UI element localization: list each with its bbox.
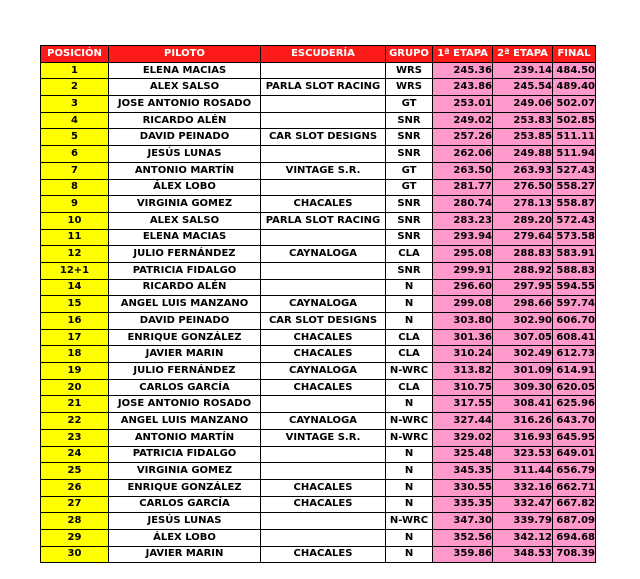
position-cell: 23 bbox=[41, 429, 109, 446]
stage1-cell: 280.74 bbox=[433, 196, 493, 213]
position-cell: 15 bbox=[41, 296, 109, 313]
table-row bbox=[41, 62, 596, 79]
team-cell: CAYNALOGA bbox=[261, 413, 386, 430]
group-cell: CLA bbox=[386, 379, 433, 396]
stage2-cell: 348.53 bbox=[493, 546, 553, 563]
pilot-cell: JULIO FERNÁNDEZ bbox=[109, 363, 261, 380]
position-cell: 29 bbox=[41, 529, 109, 546]
final-cell: 645.95 bbox=[553, 429, 596, 446]
table-row bbox=[41, 112, 596, 129]
stage2-cell: 279.64 bbox=[493, 229, 553, 246]
table-row bbox=[41, 212, 596, 229]
team-cell: CHACALES bbox=[261, 196, 386, 213]
team-cell bbox=[261, 513, 386, 530]
position-cell: 12+1 bbox=[41, 262, 109, 279]
pilot-cell: ELENA MACIAS bbox=[109, 62, 261, 79]
position-cell: 5 bbox=[41, 129, 109, 146]
team-cell bbox=[261, 262, 386, 279]
position-cell: 22 bbox=[41, 413, 109, 430]
group-cell: N-WRC bbox=[386, 363, 433, 380]
final-cell: 662.71 bbox=[553, 479, 596, 496]
position-cell: 10 bbox=[41, 212, 109, 229]
final-cell: 511.11 bbox=[553, 129, 596, 146]
final-cell: 687.09 bbox=[553, 513, 596, 530]
stage1-cell: 352.56 bbox=[433, 529, 493, 546]
team-cell bbox=[261, 179, 386, 196]
stage2-cell: 302.90 bbox=[493, 313, 553, 330]
group-cell: SNR bbox=[386, 196, 433, 213]
table-row bbox=[41, 479, 596, 496]
table-row bbox=[41, 79, 596, 96]
pilot-cell: VIRGINIA GOMEZ bbox=[109, 196, 261, 213]
group-cell: SNR bbox=[386, 129, 433, 146]
stage1-cell: 303.80 bbox=[433, 313, 493, 330]
pilot-cell: JOSE ANTONIO ROSADO bbox=[109, 96, 261, 113]
final-cell: 572.43 bbox=[553, 212, 596, 229]
stage1-cell: 281.77 bbox=[433, 179, 493, 196]
final-cell: 594.55 bbox=[553, 279, 596, 296]
stage1-cell: 257.26 bbox=[433, 129, 493, 146]
pilot-cell: PATRICIA FIDALGO bbox=[109, 262, 261, 279]
stage2-cell: 288.92 bbox=[493, 262, 553, 279]
table-row bbox=[41, 429, 596, 446]
position-cell: 14 bbox=[41, 279, 109, 296]
table-row bbox=[41, 446, 596, 463]
pilot-cell: JESÚS LUNAS bbox=[109, 146, 261, 163]
stage2-cell: 323.53 bbox=[493, 446, 553, 463]
stage2-cell: 309.30 bbox=[493, 379, 553, 396]
position-cell: 12 bbox=[41, 246, 109, 263]
position-cell: 1 bbox=[41, 62, 109, 79]
team-cell bbox=[261, 529, 386, 546]
team-cell: CAYNALOGA bbox=[261, 246, 386, 263]
pilot-cell: ENRIQUE GONZÁLEZ bbox=[109, 329, 261, 346]
final-cell: 558.87 bbox=[553, 196, 596, 213]
final-cell: 558.27 bbox=[553, 179, 596, 196]
team-cell: CAR SLOT DESIGNS bbox=[261, 313, 386, 330]
team-cell: CAR SLOT DESIGNS bbox=[261, 129, 386, 146]
stage1-cell: 243.86 bbox=[433, 79, 493, 96]
pilot-cell: ALEX SALSO bbox=[109, 212, 261, 229]
header-final: FINAL bbox=[553, 46, 596, 63]
position-cell: 11 bbox=[41, 229, 109, 246]
stage2-cell: 307.05 bbox=[493, 329, 553, 346]
group-cell: SNR bbox=[386, 229, 433, 246]
final-cell: 620.05 bbox=[553, 379, 596, 396]
final-cell: 606.70 bbox=[553, 313, 596, 330]
team-cell bbox=[261, 279, 386, 296]
pilot-cell: ANTONIO MARTÍN bbox=[109, 429, 261, 446]
group-cell: N bbox=[386, 446, 433, 463]
table-row bbox=[41, 96, 596, 113]
team-cell: CHACALES bbox=[261, 496, 386, 513]
stage2-cell: 311.44 bbox=[493, 463, 553, 480]
stage1-cell: 347.30 bbox=[433, 513, 493, 530]
stage1-cell: 313.82 bbox=[433, 363, 493, 380]
team-cell bbox=[261, 463, 386, 480]
stage2-cell: 302.49 bbox=[493, 346, 553, 363]
group-cell: N bbox=[386, 396, 433, 413]
position-cell: 6 bbox=[41, 146, 109, 163]
stage1-cell: 327.44 bbox=[433, 413, 493, 430]
final-cell: 614.91 bbox=[553, 363, 596, 380]
team-cell: CHACALES bbox=[261, 546, 386, 563]
stage1-cell: 317.55 bbox=[433, 396, 493, 413]
final-cell: 511.94 bbox=[553, 146, 596, 163]
stage2-cell: 316.26 bbox=[493, 413, 553, 430]
final-cell: 484.50 bbox=[553, 62, 596, 79]
stage1-cell: 310.75 bbox=[433, 379, 493, 396]
pilot-cell: VIRGINIA GOMEZ bbox=[109, 463, 261, 480]
position-cell: 9 bbox=[41, 196, 109, 213]
table-row bbox=[41, 463, 596, 480]
stage2-cell: 278.13 bbox=[493, 196, 553, 213]
group-cell: SNR bbox=[386, 146, 433, 163]
table-row bbox=[41, 413, 596, 430]
pilot-cell: DAVID PEINADO bbox=[109, 129, 261, 146]
team-cell: CHACALES bbox=[261, 379, 386, 396]
stage2-cell: 263.93 bbox=[493, 162, 553, 179]
stage1-cell: 310.24 bbox=[433, 346, 493, 363]
position-cell: 18 bbox=[41, 346, 109, 363]
pilot-cell: JESÚS LUNAS bbox=[109, 513, 261, 530]
table-row bbox=[41, 313, 596, 330]
table-row bbox=[41, 513, 596, 530]
group-cell: WRS bbox=[386, 62, 433, 79]
position-cell: 24 bbox=[41, 446, 109, 463]
table-row bbox=[41, 246, 596, 263]
stage1-cell: 329.02 bbox=[433, 429, 493, 446]
final-cell: 694.68 bbox=[553, 529, 596, 546]
stage1-cell: 283.23 bbox=[433, 212, 493, 229]
header-posicion: POSICIÓN bbox=[41, 46, 109, 63]
final-cell: 573.58 bbox=[553, 229, 596, 246]
final-cell: 489.40 bbox=[553, 79, 596, 96]
pilot-cell: JULIO FERNÁNDEZ bbox=[109, 246, 261, 263]
results-table bbox=[40, 45, 596, 563]
group-cell: GT bbox=[386, 96, 433, 113]
position-cell: 8 bbox=[41, 179, 109, 196]
stage1-cell: 335.35 bbox=[433, 496, 493, 513]
stage2-cell: 253.85 bbox=[493, 129, 553, 146]
final-cell: 612.73 bbox=[553, 346, 596, 363]
position-cell: 28 bbox=[41, 513, 109, 530]
pilot-cell: JAVIER MARIN bbox=[109, 546, 261, 563]
stage2-cell: 239.14 bbox=[493, 62, 553, 79]
team-cell: VINTAGE S.R. bbox=[261, 429, 386, 446]
group-cell: CLA bbox=[386, 346, 433, 363]
group-cell: GT bbox=[386, 179, 433, 196]
pilot-cell: PATRICIA FIDALGO bbox=[109, 446, 261, 463]
pilot-cell: JAVIER MARIN bbox=[109, 346, 261, 363]
final-cell: 608.41 bbox=[553, 329, 596, 346]
pilot-cell: ENRIQUE GONZÁLEZ bbox=[109, 479, 261, 496]
team-cell bbox=[261, 112, 386, 129]
final-cell: 708.39 bbox=[553, 546, 596, 563]
stage2-cell: 297.95 bbox=[493, 279, 553, 296]
group-cell: WRS bbox=[386, 79, 433, 96]
pilot-cell: ANGEL LUIS MANZANO bbox=[109, 413, 261, 430]
group-cell: N bbox=[386, 279, 433, 296]
pilot-cell: CARLOS GARCÍA bbox=[109, 379, 261, 396]
table-row bbox=[41, 196, 596, 213]
team-cell: VINTAGE S.R. bbox=[261, 162, 386, 179]
pilot-cell: RICARDO ALÉN bbox=[109, 112, 261, 129]
stage1-cell: 345.35 bbox=[433, 463, 493, 480]
stage1-cell: 293.94 bbox=[433, 229, 493, 246]
table-row bbox=[41, 496, 596, 513]
group-cell: GT bbox=[386, 162, 433, 179]
position-cell: 26 bbox=[41, 479, 109, 496]
table-row bbox=[41, 296, 596, 313]
team-cell: CHACALES bbox=[261, 329, 386, 346]
final-cell: 656.79 bbox=[553, 463, 596, 480]
position-cell: 21 bbox=[41, 396, 109, 413]
table-header bbox=[41, 46, 596, 63]
final-cell: 649.01 bbox=[553, 446, 596, 463]
group-cell: N bbox=[386, 463, 433, 480]
stage2-cell: 276.50 bbox=[493, 179, 553, 196]
team-cell bbox=[261, 229, 386, 246]
header-etapa-1: 1ª ETAPA bbox=[433, 46, 493, 63]
team-cell bbox=[261, 146, 386, 163]
final-cell: 502.85 bbox=[553, 112, 596, 129]
group-cell: CLA bbox=[386, 246, 433, 263]
position-cell: 25 bbox=[41, 463, 109, 480]
stage1-cell: 359.86 bbox=[433, 546, 493, 563]
team-cell bbox=[261, 62, 386, 79]
stage2-cell: 289.20 bbox=[493, 212, 553, 229]
stage1-cell: 245.36 bbox=[433, 62, 493, 79]
position-cell: 27 bbox=[41, 496, 109, 513]
pilot-cell: ANGEL LUIS MANZANO bbox=[109, 296, 261, 313]
team-cell bbox=[261, 396, 386, 413]
table-row bbox=[41, 229, 596, 246]
pilot-cell: JOSE ANTONIO ROSADO bbox=[109, 396, 261, 413]
stage1-cell: 295.08 bbox=[433, 246, 493, 263]
group-cell: SNR bbox=[386, 262, 433, 279]
position-cell: 17 bbox=[41, 329, 109, 346]
pilot-cell: DAVID PEINADO bbox=[109, 313, 261, 330]
table-row bbox=[41, 379, 596, 396]
position-cell: 16 bbox=[41, 313, 109, 330]
header-etapa-2: 2ª ETAPA bbox=[493, 46, 553, 63]
stage2-cell: 298.66 bbox=[493, 296, 553, 313]
table-row bbox=[41, 346, 596, 363]
header-row bbox=[41, 46, 596, 63]
position-cell: 4 bbox=[41, 112, 109, 129]
stage1-cell: 263.50 bbox=[433, 162, 493, 179]
stage1-cell: 299.91 bbox=[433, 262, 493, 279]
pilot-cell: ANTONIO MARTÍN bbox=[109, 162, 261, 179]
table-row bbox=[41, 179, 596, 196]
final-cell: 583.91 bbox=[553, 246, 596, 263]
team-cell: CAYNALOGA bbox=[261, 296, 386, 313]
table-row bbox=[41, 162, 596, 179]
final-cell: 502.07 bbox=[553, 96, 596, 113]
team-cell bbox=[261, 96, 386, 113]
table-row bbox=[41, 329, 596, 346]
group-cell: N bbox=[386, 546, 433, 563]
position-cell: 7 bbox=[41, 162, 109, 179]
team-cell: CAYNALOGA bbox=[261, 363, 386, 380]
table-row bbox=[41, 546, 596, 563]
table-row bbox=[41, 279, 596, 296]
group-cell: N-WRC bbox=[386, 513, 433, 530]
stage1-cell: 325.48 bbox=[433, 446, 493, 463]
stage1-cell: 253.01 bbox=[433, 96, 493, 113]
table-row bbox=[41, 363, 596, 380]
stage1-cell: 330.55 bbox=[433, 479, 493, 496]
stage2-cell: 316.93 bbox=[493, 429, 553, 446]
pilot-cell: ÁLEX LOBO bbox=[109, 529, 261, 546]
table-row bbox=[41, 396, 596, 413]
stage2-cell: 245.54 bbox=[493, 79, 553, 96]
group-cell: N-WRC bbox=[386, 429, 433, 446]
stage1-cell: 299.08 bbox=[433, 296, 493, 313]
group-cell: N bbox=[386, 296, 433, 313]
team-cell: CHACALES bbox=[261, 479, 386, 496]
group-cell: N bbox=[386, 479, 433, 496]
group-cell: CLA bbox=[386, 329, 433, 346]
stage2-cell: 332.47 bbox=[493, 496, 553, 513]
stage2-cell: 339.79 bbox=[493, 513, 553, 530]
table-row bbox=[41, 529, 596, 546]
group-cell: SNR bbox=[386, 212, 433, 229]
team-cell bbox=[261, 446, 386, 463]
stage1-cell: 262.06 bbox=[433, 146, 493, 163]
stage2-cell: 332.16 bbox=[493, 479, 553, 496]
pilot-cell: RICARDO ALÉN bbox=[109, 279, 261, 296]
team-cell: PARLA SLOT RACING bbox=[261, 79, 386, 96]
final-cell: 667.82 bbox=[553, 496, 596, 513]
group-cell: N-WRC bbox=[386, 413, 433, 430]
stage2-cell: 308.41 bbox=[493, 396, 553, 413]
stage2-cell: 288.83 bbox=[493, 246, 553, 263]
table-row bbox=[41, 262, 596, 279]
position-cell: 19 bbox=[41, 363, 109, 380]
stage2-cell: 253.83 bbox=[493, 112, 553, 129]
final-cell: 588.83 bbox=[553, 262, 596, 279]
group-cell: N bbox=[386, 496, 433, 513]
header-escuderia: ESCUDERÍA bbox=[261, 46, 386, 63]
header-grupo: GRUPO bbox=[386, 46, 433, 63]
stage2-cell: 249.06 bbox=[493, 96, 553, 113]
table-row bbox=[41, 146, 596, 163]
stage2-cell: 342.12 bbox=[493, 529, 553, 546]
stage2-cell: 301.09 bbox=[493, 363, 553, 380]
team-cell: CHACALES bbox=[261, 346, 386, 363]
pilot-cell: CARLOS GARCÍA bbox=[109, 496, 261, 513]
team-cell: PARLA SLOT RACING bbox=[261, 212, 386, 229]
group-cell: N bbox=[386, 529, 433, 546]
position-cell: 20 bbox=[41, 379, 109, 396]
position-cell: 3 bbox=[41, 96, 109, 113]
table-body bbox=[41, 62, 596, 563]
final-cell: 527.43 bbox=[553, 162, 596, 179]
stage1-cell: 296.60 bbox=[433, 279, 493, 296]
header-piloto: PILOTO bbox=[109, 46, 261, 63]
final-cell: 625.96 bbox=[553, 396, 596, 413]
pilot-cell: ALEX SALSO bbox=[109, 79, 261, 96]
stage2-cell: 249.88 bbox=[493, 146, 553, 163]
pilot-cell: ELENA MACIAS bbox=[109, 229, 261, 246]
stage1-cell: 301.36 bbox=[433, 329, 493, 346]
position-cell: 2 bbox=[41, 79, 109, 96]
position-cell: 30 bbox=[41, 546, 109, 563]
group-cell: N bbox=[386, 313, 433, 330]
final-cell: 597.74 bbox=[553, 296, 596, 313]
final-cell: 643.70 bbox=[553, 413, 596, 430]
stage1-cell: 249.02 bbox=[433, 112, 493, 129]
table-row bbox=[41, 129, 596, 146]
group-cell: SNR bbox=[386, 112, 433, 129]
pilot-cell: ÁLEX LOBO bbox=[109, 179, 261, 196]
